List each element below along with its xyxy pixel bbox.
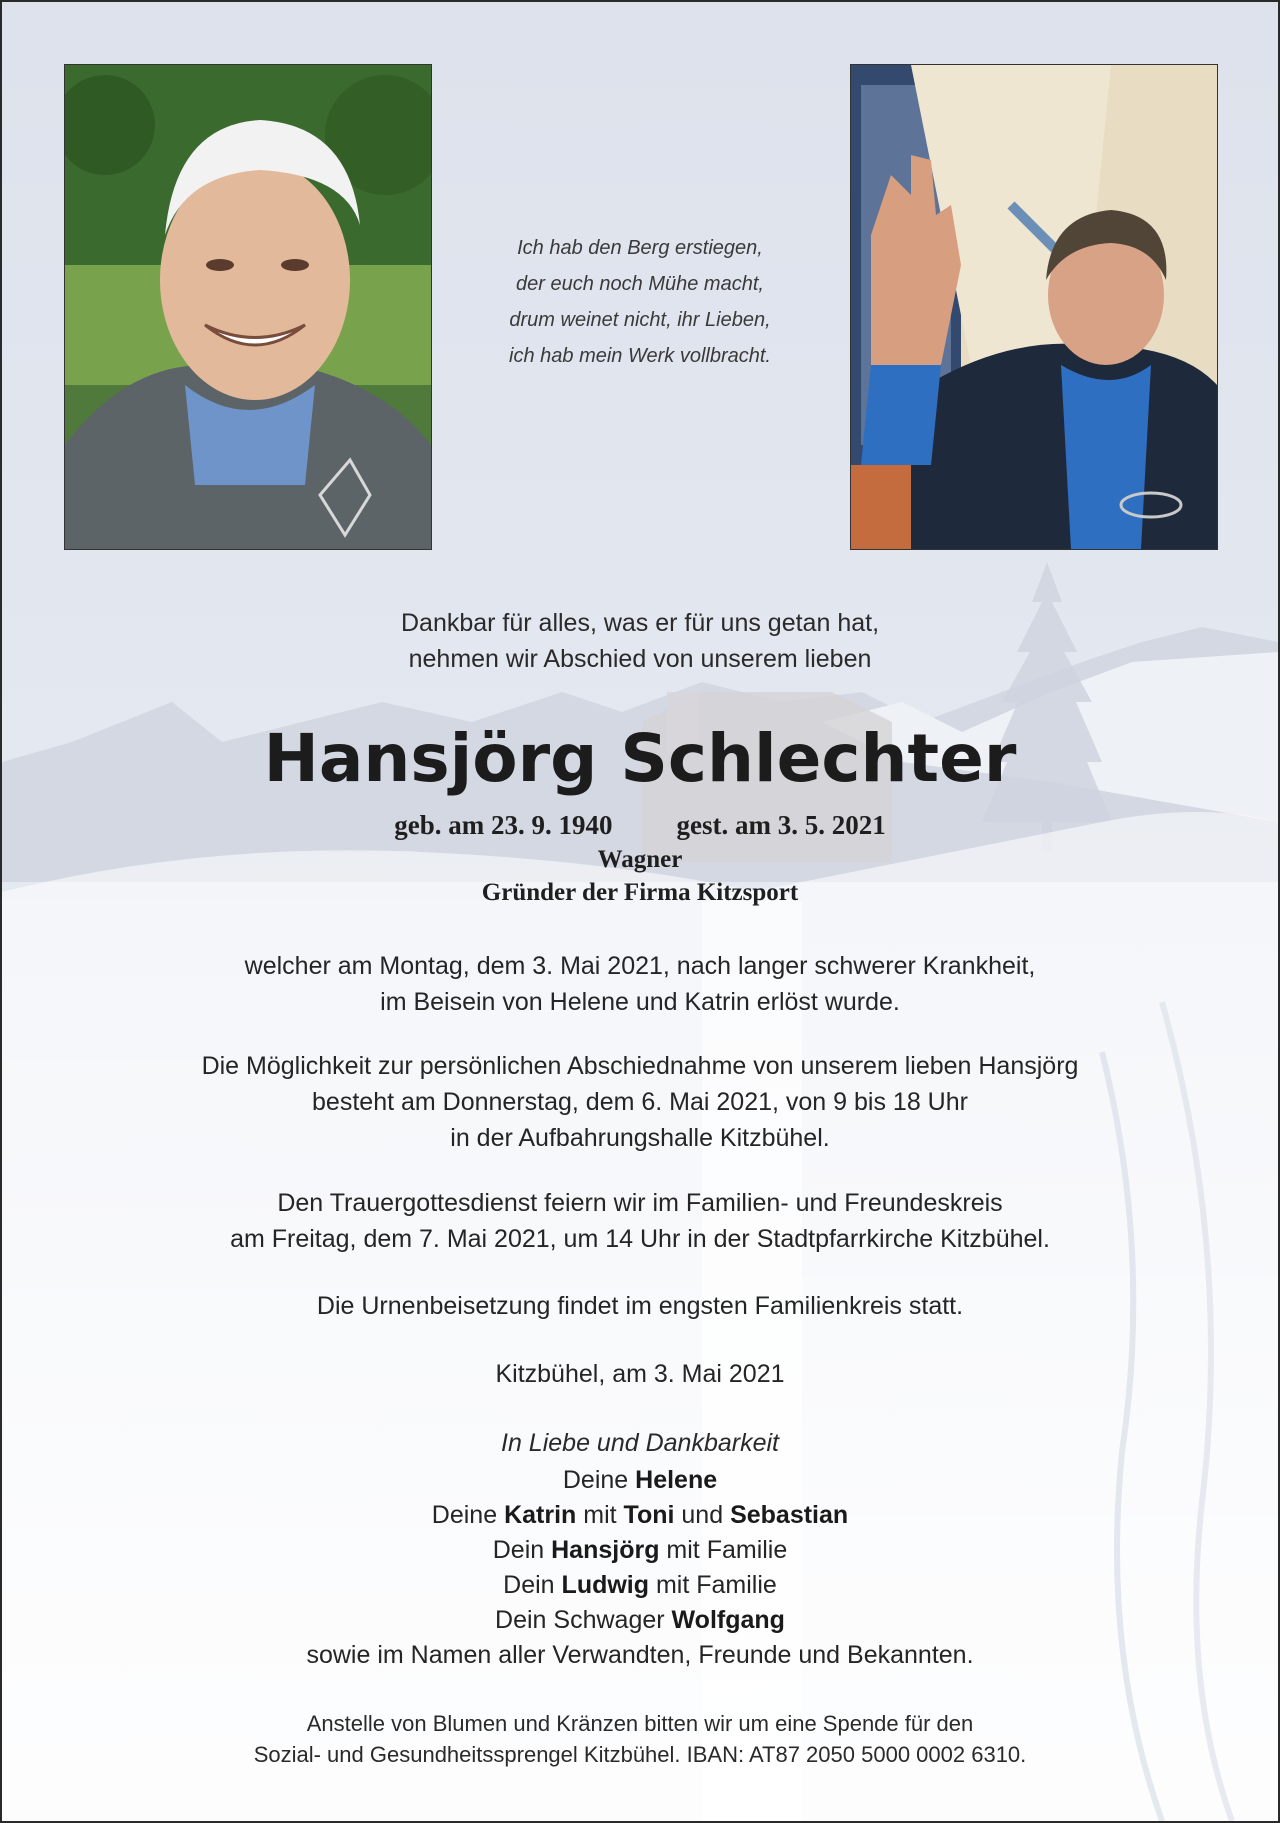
occupation: Wagner: [597, 846, 683, 873]
family-connector: mit: [583, 1501, 617, 1529]
family-name: Sebastian: [730, 1501, 849, 1529]
family-line-katrin: [2, 1498, 1278, 1533]
poem-line: Ich hab den Berg erstiegen,: [517, 237, 763, 259]
paragraph-line: Den Trauergottesdienst feiern wir im Familien- und Freundeskreis: [277, 1189, 1003, 1217]
family-signatures: [2, 1463, 1278, 1673]
occupation-block: [2, 843, 1278, 909]
burial-paragraph: [2, 1288, 1278, 1324]
family-name: Helene: [635, 1466, 718, 1494]
viewing-paragraph: [2, 1048, 1278, 1156]
paragraph-line: welcher am Montag, dem 3. Mai 2021, nach langer schwerer Krankheit,: [244, 952, 1036, 980]
deceased-name: Hansjörg Schlechter: [263, 720, 1017, 797]
family-line-wolfgang: [2, 1603, 1278, 1638]
poem-line: drum weinet nicht, ihr Lieben,: [509, 309, 771, 331]
poem-line: ich hab mein Werk vollbracht.: [509, 345, 771, 367]
intro-text: [2, 605, 1278, 677]
paragraph-line: besteht am Donnerstag, dem 6. Mai 2021, von 9 bis 18 Uhr: [312, 1088, 968, 1116]
donation-line: Anstelle von Blumen und Kränzen bitten wir um eine Spende für den: [306, 1711, 974, 1736]
donation-line: Sozial- und Gesundheitssprengel Kitzbühel. IBAN: AT87 2050 5000 0002 6310.: [253, 1742, 1027, 1767]
paragraph-line: Die Urnenbeisetzung findet im engsten Familienkreis statt.: [316, 1292, 964, 1320]
paragraph-line: Kitzbühel, am 3. Mai 2021: [495, 1360, 785, 1388]
poem-line: der euch noch Mühe macht,: [516, 273, 764, 295]
place-date: [2, 1356, 1278, 1392]
family-name: Ludwig: [561, 1571, 650, 1599]
family-name: Toni: [623, 1501, 675, 1529]
family-line-ludwig: [2, 1568, 1278, 1603]
family-prefix: Dein: [492, 1536, 545, 1564]
family-suffix: mit Familie: [655, 1571, 777, 1599]
paragraph-line: in der Aufbahrungshalle Kitzbühel.: [450, 1124, 830, 1152]
family-suffix: mit Familie: [666, 1536, 788, 1564]
family-line-helene: [2, 1463, 1278, 1498]
signature-heading: In Liebe und Dankbarkeit: [501, 1429, 779, 1457]
portrait-photo-older: [64, 64, 432, 550]
family-prefix: Deine: [562, 1466, 629, 1494]
family-line-others: sowie im Namen aller Verwandten, Freunde und Bekannten.: [306, 1641, 974, 1669]
paragraph-line: am Freitag, dem 7. Mai 2021, um 14 Uhr in der Stadtpfarrkirche Kitzbühel.: [230, 1225, 1050, 1253]
family-name: Katrin: [504, 1501, 577, 1529]
family-prefix: Dein Schwager: [495, 1606, 665, 1634]
family-name: Hansjörg: [551, 1536, 660, 1564]
intro-line: nehmen wir Abschied von unserem lieben: [408, 645, 872, 673]
death-date: gest. am 3. 5. 2021: [676, 810, 886, 840]
family-name: Wolfgang: [671, 1606, 785, 1634]
family-line-hansjoerg: [2, 1533, 1278, 1568]
paragraph-line: Die Möglichkeit zur persönlichen Abschiednahme von unserem lieben Hansjörg: [201, 1052, 1079, 1080]
portrait-photo-waving: [850, 64, 1218, 550]
company-role: Gründer der Firma Kitzsport: [481, 879, 799, 906]
paragraph-line: im Beisein von Helene und Katrin erlöst wurde.: [380, 988, 900, 1016]
memorial-poem: [432, 230, 848, 374]
family-connector: und: [681, 1501, 724, 1529]
donation-note: [2, 1708, 1278, 1770]
life-dates: [2, 808, 1278, 842]
service-paragraph: [2, 1185, 1278, 1257]
family-prefix: Deine: [431, 1501, 498, 1529]
birth-date: geb. am 23. 9. 1940: [394, 810, 613, 840]
intro-line: Dankbar für alles, was er für uns getan hat,: [400, 609, 880, 637]
death-paragraph: [2, 948, 1278, 1020]
family-prefix: Dein: [503, 1571, 555, 1599]
